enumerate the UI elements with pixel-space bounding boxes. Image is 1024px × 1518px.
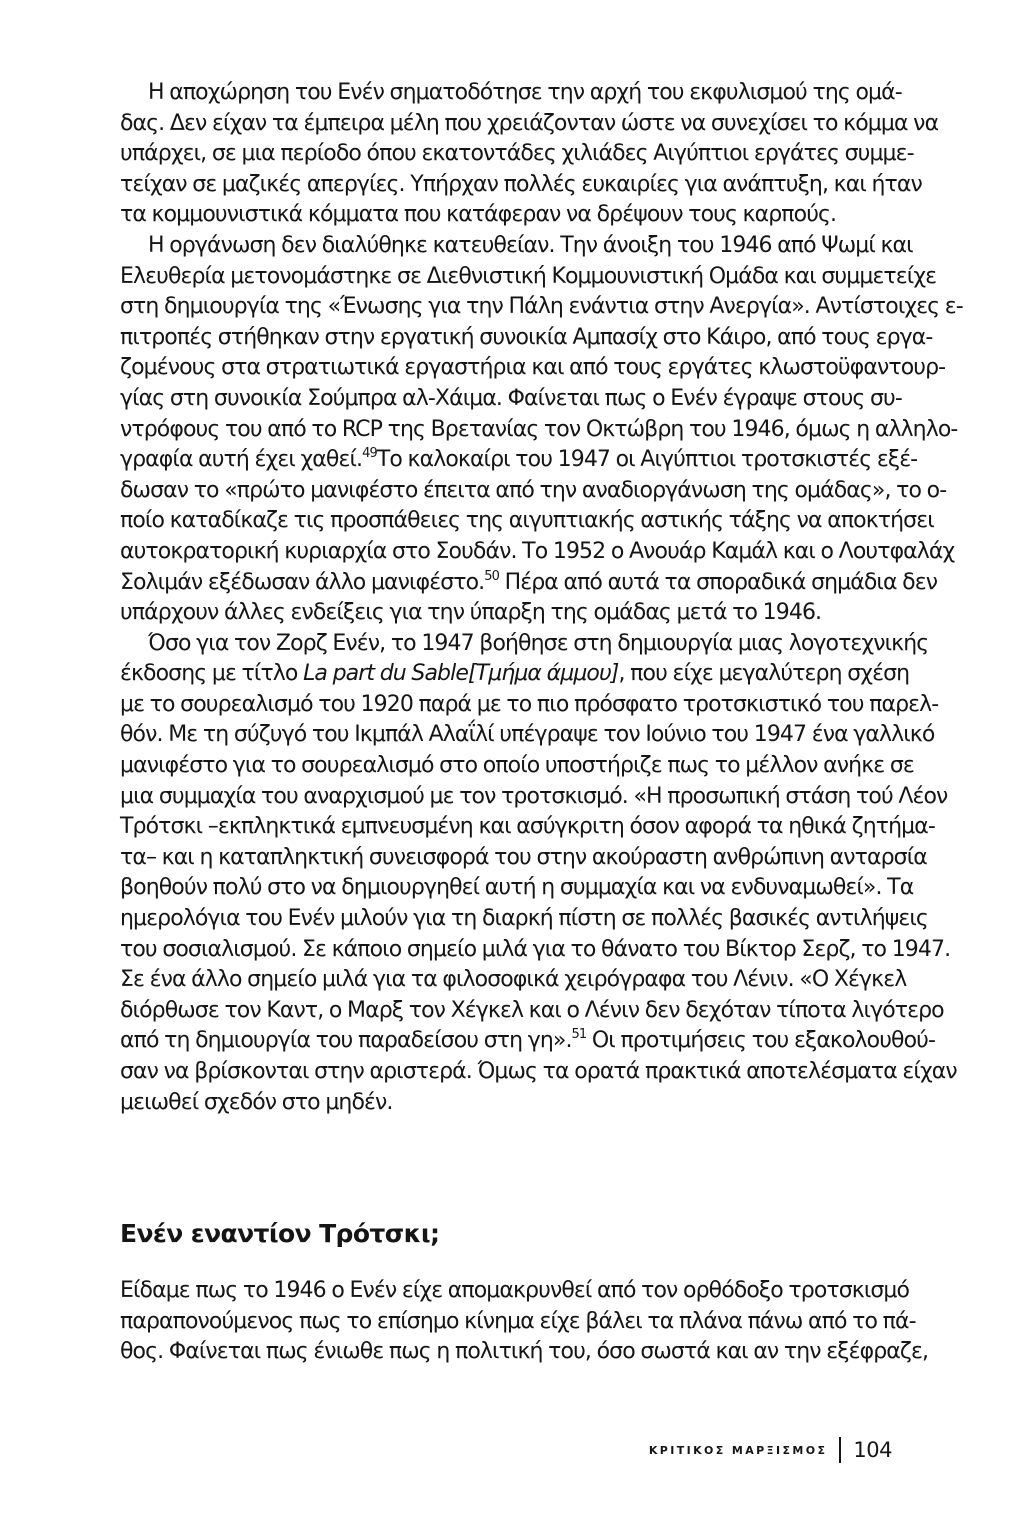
text-line: στη δημιουργία της «Ένωσης για την Πάλη ενάντια στην Ανεργία». Αντίστοιχες ε- <box>120 294 963 320</box>
text-line: γίας στη συνοικία Σούμπρα αλ-Χάιμα. Φαίνεται πως ο Ενέν έγραψε στους συ- <box>120 385 902 411</box>
book-title-gr: [Τμήμα άμμου] <box>467 661 619 687</box>
footnote-marker[interactable]: 50 <box>484 568 499 584</box>
book-title-fr: La part du Sable <box>303 661 468 687</box>
page-number: 104 <box>853 1438 892 1462</box>
text-line: Η οργάνωση δεν διαλύθηκε κατευθείαν. Την άνοιξη του 1946 από Ψωμί και <box>148 232 913 258</box>
section-heading: Ενέν εναντίον Τρότσκι; <box>120 1219 440 1248</box>
text-line <box>120 659 910 690</box>
text-line: αυτοκρατορική κυριαρχία στο Σουδάν. Το 1952 ο Ανουάρ Καμάλ και ο Λουτφαλάχ <box>120 538 955 564</box>
text-line: ημερολόγια του Ενέν μιλούν για τη διαρκή πίστη σε πολλές βασικές αντιλήψεις <box>120 906 928 932</box>
text-segment: από τη δημιουργία του παραδείσου στη γη». <box>120 1028 572 1054</box>
text-line: ντρόφους του από το RCP της Βρετανίας τον Οκτώβρη του 1946, όμως η αλληλο- <box>120 416 958 442</box>
text-line: τα– και η καταπληκτική συνεισφορά του στην ακούραστη ανθρώπινη ανταρσία <box>120 844 927 870</box>
section-body <box>120 1276 929 1368</box>
text-line: δωσαν το «πρώτο μανιφέστο έπειτα από την αναδιοργάνωση της ομάδας», το ο- <box>120 477 947 503</box>
text-line: ποίο καταδίκαζε τις προσπάθειες της αιγυπτιακής αστικής τάξης να αποκτήσει <box>120 508 934 534</box>
text-segment: Οι προτιμήσεις του εξακολουθού- <box>586 1028 936 1054</box>
text-line: βοηθούν πολύ στο να δημιουργηθεί αυτή η συμμαχία και να ενδυναμωθεί». Τα <box>120 875 914 901</box>
text-line: δας. Δεν είχαν τα έμπειρα μέλη που χρειάζονταν ώστε να συνεχίσει το κόμμα να <box>120 110 939 136</box>
text-line: θος. Φαίνεται πως ένιωθε πως η πολιτική του, όσο σωστά και αν την εξέφραζε, <box>120 1339 929 1365</box>
text-segment: Σολιμάν εξέδωσαν άλλο μανιφέστο. <box>120 569 485 595</box>
text-line: διόρθωσε τον Καντ, ο Μαρξ τον Χέγκελ και ο Λένιν δεν δεχόταν τίποτα λιγότερο <box>120 997 944 1023</box>
text-line: του σοσιαλισμού. Σε κάποιο σημείο μιλά για το θάνατο του Βίκτορ Σερζ, το 1947. <box>120 936 951 962</box>
body-text <box>120 78 963 1118</box>
text-line: παραπονούμενος πως το επίσημο κίνημα είχε βάλει τα πλάνα πάνω από το πά- <box>120 1308 916 1334</box>
text-line: μανιφέστο για το σουρεαλισμό στο οποίο υποστήριζε πως το μέλλον ανήκε σε <box>120 753 914 779</box>
text-line: τα κομμουνιστικά κόμματα που κατάφεραν να δρέψουν τους καρπούς. <box>120 202 837 228</box>
text-line: Ελευθερία μετονομάστηκε σε Διεθνιστική Κομμουνιστική Ομάδα και συμμετείχε <box>120 263 937 289</box>
text-line: Σε ένα άλλο σημείο μιλά για τα φιλοσοφικά χειρόγραφα του Λένιν. «Ο Χέγκελ <box>120 967 907 993</box>
text-line: τείχαν σε μαζικές απεργίες. Υπήρχαν πολλές ευκαιρίες για ανάπτυξη, και ήταν <box>120 171 922 197</box>
text-line: μια συμμαχία του αναρχισμού με τον τροτσκισμό. «Η προσωπική στάση τού Λέον <box>120 783 948 809</box>
text-line: υπάρχουν άλλες ενδείξεις για την ύπαρξη της ομάδας μετά το 1946. <box>120 600 822 626</box>
text-segment: γραφία αυτή έχει χαθεί. <box>120 447 363 473</box>
paragraph-2 <box>120 231 963 629</box>
text-line: υπάρχει, σε μια περίοδο όπου εκατοντάδες χιλιάδες Αιγύπτιοι εργάτες συμμε- <box>120 141 914 167</box>
text-line <box>120 568 938 599</box>
text-line: ζομένους στα στρατιωτικά εργαστήρια και από τους εργάτες κλωστοϋφαντουρ- <box>120 355 946 381</box>
text-line: Τρότσκι –εκπληκτικά εμπνευσμένη και ασύγκριτη όσον αφορά τα ηθικά ζητήμα- <box>120 814 935 840</box>
text-line: Η αποχώρηση του Ενέν σηματοδότησε την αρχή του εκφυλισμού της ομά- <box>148 80 902 105</box>
footnote-marker[interactable]: 51 <box>571 1027 587 1043</box>
text-segment: Το καλοκαίρι του 1947 οι Αιγύπτιοι τροτσκιστές εξέ- <box>376 447 918 473</box>
text-segment: Πέρα από αυτά τα σποραδικά σημάδια δεν <box>499 569 938 595</box>
text-line: πιτροπές στήθηκαν στην εργατική συνοικία Αμπασίχ στο Κάιρο, από τους εργα- <box>120 324 933 350</box>
text-line: σαν να βρίσκονται στην αριστερά. Όμως τα ορατά πρακτικά αποτελέσματα είχαν <box>120 1059 957 1084</box>
text-line: θόν. Με τη σύζυγό του Ικμπάλ Αλαΐλί υπέγραψε τον Ιούνιο του 1947 ένα γαλλικό <box>120 722 935 748</box>
text-line <box>120 1026 936 1057</box>
journal-title: ΚΡΙΤΙΚΟΣ ΜΑΡΞΙΣΜΟΣ <box>648 1443 828 1457</box>
text-line: Όσο για τον Ζορζ Ενέν, το 1947 βοήθησε στη δημιουργία μιας λογοτεχνικής <box>148 630 929 656</box>
text-line: με το σουρεαλισμό του 1920 παρά με το πιο πρόσφατο τροτσκιστικό του παρελ- <box>120 691 939 717</box>
text-line: Είδαμε πως το 1946 ο Ενέν είχε απομακρυνθεί από τον ορθόδοξο τροτσκισμό <box>120 1278 910 1303</box>
text-segment: έκδοσης με τίτλο <box>120 661 298 687</box>
page-footer <box>649 1437 892 1463</box>
footnote-marker[interactable]: 49 <box>362 446 377 462</box>
text-line <box>120 445 918 476</box>
paragraph-3 <box>120 629 957 1119</box>
paragraph-1 <box>120 78 939 231</box>
footer-divider <box>839 1437 841 1463</box>
text-line: μειωθεί σχεδόν στο μηδέν. <box>120 1089 393 1115</box>
text-segment: , που είχε μεγαλύτερη σχέση <box>618 661 910 687</box>
